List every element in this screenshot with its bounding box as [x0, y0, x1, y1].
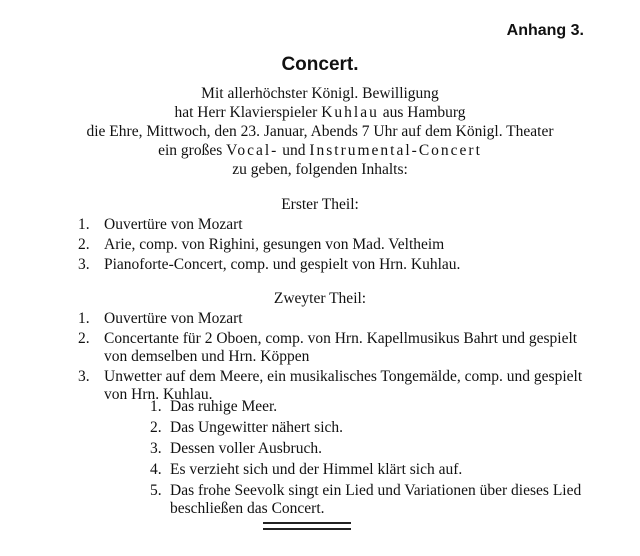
part-2-sublist	[150, 398, 590, 521]
concert-title: Concert.	[281, 54, 359, 75]
list-item	[150, 419, 590, 437]
list-item	[150, 461, 590, 479]
list-item	[78, 236, 598, 254]
intro-block	[20, 84, 620, 179]
divider-rule-bottom	[263, 528, 351, 530]
intro-line-2-end: aus Hamburg	[382, 104, 466, 121]
list-item	[78, 330, 598, 366]
list-item	[150, 482, 590, 518]
intro-line-4	[20, 141, 620, 160]
instrumental-concert-word: Instrumental-Concert	[309, 142, 482, 159]
part-1-heading: Erster Theil:	[281, 196, 359, 213]
item-text: Arie, comp. von Righini, gesungen von Mad. Veltheim	[104, 236, 445, 253]
part-2-list	[78, 310, 598, 406]
item-text: Ouvertüre von Mozart	[104, 310, 243, 327]
appendix-label: Anhang 3.	[506, 22, 584, 39]
item-number: 2.	[78, 236, 90, 253]
item-number: 5.	[150, 482, 162, 499]
item-text: Ouvertüre von Mozart	[104, 216, 243, 233]
part-1-list	[78, 216, 598, 276]
item-number: 3.	[150, 440, 162, 457]
item-text: Das Ungewitter nähert sich.	[170, 419, 344, 436]
intro-line-1: Mit allerhöchster Königl. Bewilligung	[201, 85, 439, 102]
item-text: Das frohe Seevolk singt ein Lied und Variationen über dieses Lied beschließen das Concert.	[170, 482, 582, 517]
item-number: 1.	[78, 216, 90, 233]
intro-line-4-start: ein großes	[158, 142, 223, 159]
intro-line-2	[20, 103, 620, 122]
item-text: Das ruhige Meer.	[170, 398, 278, 415]
part-2-heading: Zweyter Theil:	[273, 290, 367, 307]
list-item	[150, 440, 590, 458]
item-text: Concertante für 2 Oboen, comp. von Hrn. Kapellmusikus Bahrt und gespielt von demselben und Hrn. Köppen	[104, 330, 578, 365]
vocal-word: Vocal-	[226, 142, 279, 159]
list-item	[78, 310, 598, 328]
item-text: Dessen voller Ausbruch.	[170, 440, 322, 457]
item-number: 3.	[78, 256, 90, 273]
divider-rule-top	[263, 522, 351, 524]
item-number: 1.	[78, 310, 90, 327]
intro-line-2-start: hat Herr Klavierspieler	[174, 104, 318, 121]
item-text: Es verzieht sich und der Himmel klärt sich auf.	[170, 461, 463, 478]
item-number: 2.	[78, 330, 90, 347]
performer-name: Kuhlau	[321, 104, 379, 121]
list-item	[78, 216, 598, 234]
item-text: Unwetter auf dem Meere, ein musikalisches Tongemälde, comp. und gespielt von Hrn. Kuhlau.	[104, 368, 583, 403]
intro-line-3: die Ehre, Mittwoch, den 23. Januar, Abends 7 Uhr auf dem Königl. Theater	[86, 123, 554, 140]
item-number: 3.	[78, 368, 90, 385]
item-number: 4.	[150, 461, 162, 478]
item-number: 1.	[150, 398, 162, 415]
list-item	[150, 398, 590, 416]
list-item	[78, 256, 598, 274]
item-text: Pianoforte-Concert, comp. und gespielt von Hrn. Kuhlau.	[104, 256, 461, 273]
intro-line-4-and: und	[282, 142, 306, 159]
intro-line-5: zu geben, folgenden Inhalts:	[232, 161, 408, 178]
item-number: 2.	[150, 419, 162, 436]
